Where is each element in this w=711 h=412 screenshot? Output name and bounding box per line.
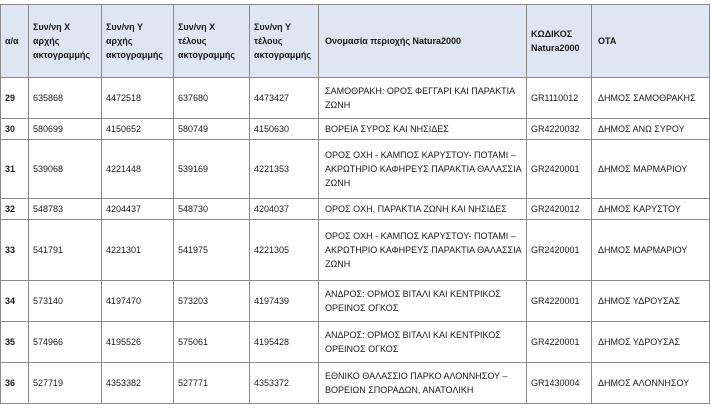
cell-aa: 35 (1, 322, 29, 363)
header-y-end: Συν/νη Υ τέλους ακτογραμμής (250, 5, 319, 78)
cell-y-start: 4221448 (102, 140, 174, 199)
header-aa: α/α (1, 5, 29, 78)
cell-x-start: 574966 (29, 322, 102, 363)
cell-x-end: 527771 (174, 363, 250, 404)
cell-x-start: 541791 (29, 220, 102, 281)
header-natura-code: ΚΩΔΙΚΟΣ Natura2000 (527, 5, 592, 78)
cell-natura-code: GR4220001 (527, 281, 592, 322)
table-row (1, 119, 710, 140)
cell-natura-name: ΒΟΡΕΙΑ ΣΥΡΟΣ ΚΑΙ ΝΗΣΙΔΕΣ (319, 119, 527, 140)
header-ota: ΟΤΑ (592, 5, 710, 78)
cell-natura-name: ΑΝΔΡΟΣ: ΟΡΜΟΣ ΒΙΤΑΛΙ ΚΑΙ ΚΕΝΤΡΙΚΟΣ ΟΡΕΙΝΟΣ ΟΓΚΟΣ (319, 322, 527, 363)
cell-ota: ΔΗΜΟΣ ΑΛΟΝΝΗΣΟΥ (592, 363, 710, 404)
cell-ota: ΔΗΜΟΣ ΜΑΡΜΑΡΙΟΥ (592, 220, 710, 281)
cell-x-start: 539068 (29, 140, 102, 199)
cell-natura-name: ΟΡΟΣ ΟΧΗ, ΠΑΡΑΚΤΙΑ ΖΩΝΗ ΚΑΙ ΝΗΣΙΔΕΣ (319, 199, 527, 220)
cell-natura-code: GR4220001 (527, 322, 592, 363)
cell-aa: 30 (1, 119, 29, 140)
cell-x-start: 635868 (29, 78, 102, 119)
cell-natura-code: GR2420001 (527, 220, 592, 281)
cell-y-start: 4353382 (102, 363, 174, 404)
table-row (1, 363, 710, 404)
cell-natura-code: GR4220032 (527, 119, 592, 140)
cell-aa: 34 (1, 281, 29, 322)
header-x-start: Συν/νη Χ αρχής ακτογραμμής (29, 5, 102, 78)
cell-y-end: 4353372 (250, 363, 319, 404)
cell-aa: 29 (1, 78, 29, 119)
cell-y-start: 4195526 (102, 322, 174, 363)
cell-ota: ΔΗΜΟΣ ΚΑΡΥΣΤΟΥ (592, 199, 710, 220)
cell-y-end: 4197439 (250, 281, 319, 322)
cell-y-end: 4204037 (250, 199, 319, 220)
cell-y-end: 4150630 (250, 119, 319, 140)
header-x-end: Συν/νη Χ τέλους ακτογραμμής (174, 5, 250, 78)
table-row (1, 78, 710, 119)
cell-x-start: 527719 (29, 363, 102, 404)
table-row (1, 199, 710, 220)
cell-y-start: 4150652 (102, 119, 174, 140)
table-row (1, 281, 710, 322)
cell-natura-name: ΟΡΟΣ ΟΧΗ - ΚΑΜΠΟΣ ΚΑΡΥΣΤΟΥ- ΠΟΤΑΜΙ – ΑΚΡΩΤΗΡΙΟ ΚΑΦΗΡΕΥΣ ΠΑΡΑΚΤΙΑ ΘΑΛΑΣΣΙΑ ΖΩΝΗ (319, 220, 527, 281)
cell-natura-name: ΑΝΔΡΟΣ: ΟΡΜΟΣ ΒΙΤΑΛΙ ΚΑΙ ΚΕΝΤΡΙΚΟΣ ΟΡΕΙΝΟΣ ΟΓΚΟΣ (319, 281, 527, 322)
cell-ota: ΔΗΜΟΣ ΥΔΡΟΥΣΑΣ (592, 322, 710, 363)
cell-y-end: 4195428 (250, 322, 319, 363)
cell-y-end: 4473427 (250, 78, 319, 119)
cell-x-end: 539169 (174, 140, 250, 199)
cell-natura-code: GR2420001 (527, 140, 592, 199)
cell-x-end: 548730 (174, 199, 250, 220)
cell-natura-code: GR1110012 (527, 78, 592, 119)
cell-y-end: 4221353 (250, 140, 319, 199)
header-row (1, 5, 710, 78)
cell-y-start: 4197470 (102, 281, 174, 322)
table-header (1, 5, 710, 78)
header-y-start: Συν/νη Υ αρχής ακτογραμμής (102, 5, 174, 78)
cell-natura-code: GR1430004 (527, 363, 592, 404)
cell-x-end: 637680 (174, 78, 250, 119)
cell-x-end: 580749 (174, 119, 250, 140)
cell-y-end: 4221305 (250, 220, 319, 281)
cell-x-end: 573203 (174, 281, 250, 322)
cell-y-start: 4472518 (102, 78, 174, 119)
cell-x-start: 573140 (29, 281, 102, 322)
cell-natura-name: ΟΡΟΣ ΟΧΗ - ΚΑΜΠΟΣ ΚΑΡΥΣΤΟΥ- ΠΟΤΑΜΙ – ΑΚΡΩΤΗΡΙΟ ΚΑΦΗΡΕΥΣ ΠΑΡΑΚΤΙΑ ΘΑΛΑΣΣΙΑ ΖΩΝΗ (319, 140, 527, 199)
cell-ota: ΔΗΜΟΣ ΥΔΡΟΥΣΑΣ (592, 281, 710, 322)
cell-aa: 31 (1, 140, 29, 199)
table-row (1, 322, 710, 363)
header-natura-name: Ονομασία περιοχής Natura2000 (319, 5, 527, 78)
natura-coastline-table (0, 4, 710, 404)
cell-ota: ΔΗΜΟΣ ΜΑΡΜΑΡΙΟΥ (592, 140, 710, 199)
cell-aa: 32 (1, 199, 29, 220)
table-row (1, 220, 710, 281)
cell-natura-name: ΣΑΜΟΘΡΑΚΗ: ΟΡΟΣ ΦΕΓΓΑΡΙ ΚΑΙ ΠΑΡΑΚΤΙΑ ΖΩΝΗ (319, 78, 527, 119)
cell-natura-code: GR2420012 (527, 199, 592, 220)
table-body (1, 78, 710, 404)
cell-x-end: 541975 (174, 220, 250, 281)
table-row (1, 140, 710, 199)
cell-ota: ΔΗΜΟΣ ΣΑΜΟΘΡΑΚΗΣ (592, 78, 710, 119)
cell-aa: 36 (1, 363, 29, 404)
cell-y-start: 4221301 (102, 220, 174, 281)
cell-ota: ΔΗΜΟΣ ΑΝΩ ΣΥΡΟΥ (592, 119, 710, 140)
cell-x-start: 580699 (29, 119, 102, 140)
cell-y-start: 4204437 (102, 199, 174, 220)
cell-natura-name: ΕΘΝΙΚΟ ΘΑΛΑΣΣΙΟ ΠΑΡΚΟ ΑΛΟΝΝΗΣΟΥ – ΒΟΡΕΙΩΝ ΣΠΟΡΑΔΩΝ, ΑΝΑΤΟΛΙΚΗ (319, 363, 527, 404)
cell-x-start: 548783 (29, 199, 102, 220)
cell-x-end: 575061 (174, 322, 250, 363)
cell-aa: 33 (1, 220, 29, 281)
